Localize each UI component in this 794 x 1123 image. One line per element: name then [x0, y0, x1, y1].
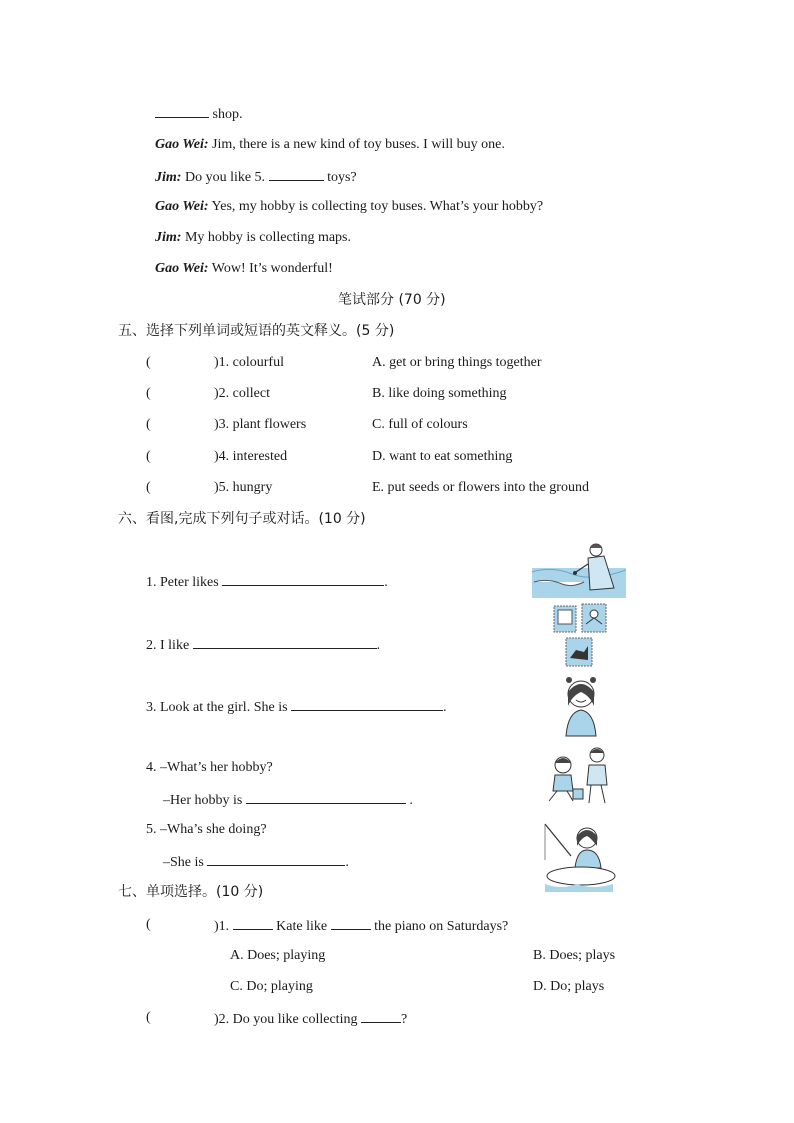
- option-b[interactable]: B. Does; plays: [533, 948, 616, 963]
- speaker-label: Gao Wei:: [155, 137, 209, 152]
- answer-paren[interactable]: (: [146, 917, 151, 932]
- option-a[interactable]: A. Does; playing: [230, 948, 326, 963]
- match-item: )2. collect: [214, 386, 270, 401]
- picture-boy-at-river: [532, 538, 626, 598]
- answer-blank[interactable]: [222, 572, 384, 586]
- section6-q4-answer: –Her hobby is .: [163, 790, 413, 810]
- dialogue-line-1: shop.: [155, 104, 242, 124]
- section6-q5-answer: –She is .: [163, 852, 349, 872]
- section7-q1: )1. Kate like the piano on Saturdays?: [214, 916, 508, 936]
- answer-blank[interactable]: [269, 167, 324, 181]
- picture-girl-fishing: [541, 820, 617, 894]
- section6-q5-question: 5. –Wha’s she doing?: [146, 822, 267, 837]
- section6-q2: 2. I like .: [146, 635, 380, 655]
- section6-q1: 1. Peter likes .: [146, 572, 388, 592]
- dialogue-line-2: Gao Wei: Jim, there is a new kind of toy buses. I will buy one.: [155, 137, 505, 152]
- dialogue-line-6: Gao Wei: Wow! It’s wonderful!: [155, 261, 333, 276]
- answer-blank[interactable]: [155, 104, 209, 118]
- answer-paren[interactable]: (: [146, 1010, 151, 1025]
- match-item: )5. hungry: [214, 480, 273, 495]
- answer-blank[interactable]: [233, 916, 273, 930]
- section6-q4-question: 4. –What’s her hobby?: [146, 760, 273, 775]
- section6-q3: 3. Look at the girl. She is .: [146, 697, 447, 717]
- match-item: )4. interested: [214, 449, 288, 464]
- answer-blank[interactable]: [207, 852, 345, 866]
- dialogue-line-3: Jim: Do you like 5. toys?: [155, 167, 357, 187]
- picture-stamps: [552, 602, 616, 668]
- speaker-label: Gao Wei:: [155, 199, 209, 214]
- match-option: E. put seeds or flowers into the ground: [372, 480, 589, 495]
- speaker-label: Jim:: [155, 170, 182, 185]
- answer-paren[interactable]: (: [146, 449, 151, 464]
- picture-girl-smiling: [556, 672, 606, 738]
- match-option: A. get or bring things together: [372, 355, 542, 370]
- answer-paren[interactable]: (: [146, 355, 151, 370]
- match-option: D. want to eat something: [372, 449, 513, 464]
- match-item: )1. colourful: [214, 355, 284, 370]
- section7-title: 七、单项选择。(10 分): [118, 884, 264, 900]
- match-item: )3. plant flowers: [214, 417, 307, 432]
- speaker-label: Gao Wei:: [155, 261, 209, 276]
- answer-paren[interactable]: (: [146, 386, 151, 401]
- section5-title: 五、选择下列单词或短语的英文释义。(5 分): [118, 323, 395, 339]
- speaker-label: Jim:: [155, 230, 182, 245]
- section7-q2: )2. Do you like collecting ?: [214, 1009, 407, 1029]
- option-d[interactable]: D. Do; plays: [533, 979, 605, 994]
- dialogue-line-5: Jim: My hobby is collecting maps.: [155, 230, 351, 245]
- written-part-title: 笔试部分 (70 分): [338, 292, 446, 308]
- section6-title: 六、看图,完成下列句子或对话。(10 分): [118, 511, 366, 527]
- dialogue-line-4: Gao Wei: Yes, my hobby is collecting toy buses. What’s your hobby?: [155, 199, 544, 214]
- option-c[interactable]: C. Do; playing: [230, 979, 313, 994]
- answer-blank[interactable]: [246, 790, 406, 804]
- match-option: C. full of colours: [372, 417, 468, 432]
- answer-blank[interactable]: [291, 697, 443, 711]
- answer-blank[interactable]: [331, 916, 371, 930]
- answer-paren[interactable]: (: [146, 480, 151, 495]
- answer-blank[interactable]: [193, 635, 377, 649]
- answer-blank[interactable]: [361, 1009, 401, 1023]
- picture-girls-planting: [543, 745, 615, 807]
- answer-paren[interactable]: (: [146, 417, 151, 432]
- match-option: B. like doing something: [372, 386, 507, 401]
